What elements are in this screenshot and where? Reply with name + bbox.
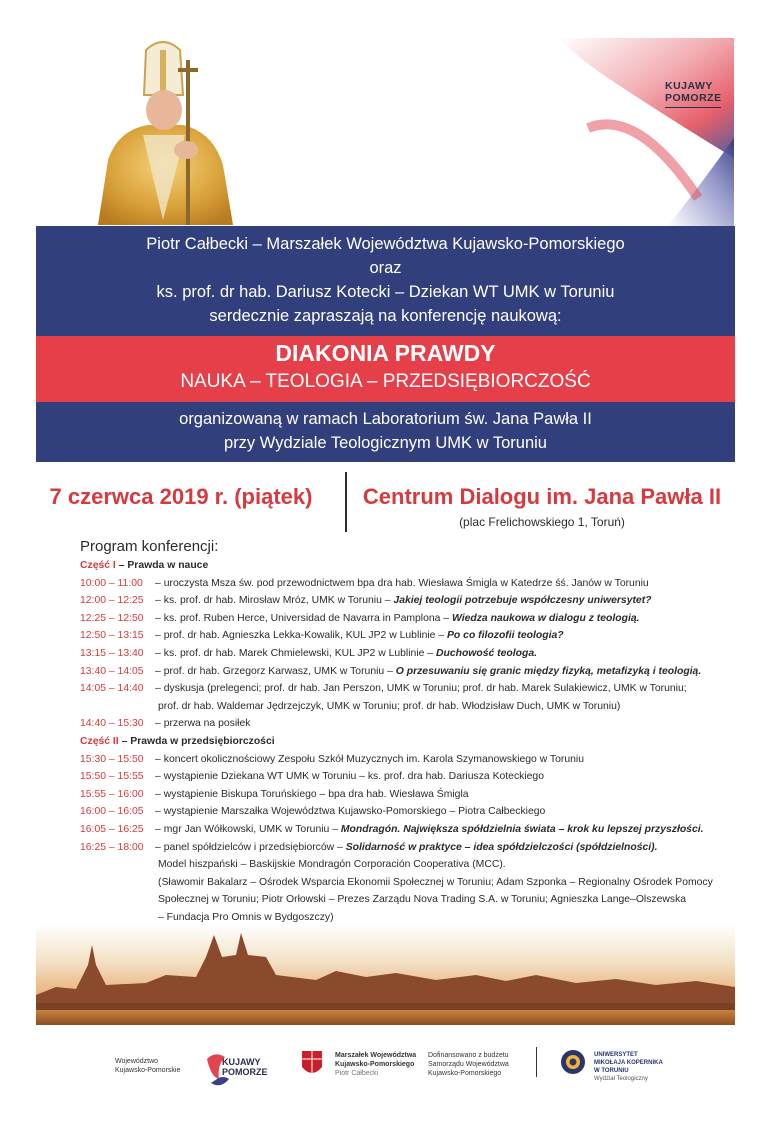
row-talk-title: Po co filozofii teologia? [447,630,564,642]
invitation-line1: Piotr Całbecki – Marszałek Województwa Kujawsko-Pomorskiego [146,235,625,253]
row-text: prof. dr hab. Grzegorz Karwasz, UMK w Toruniu – [163,665,393,677]
program-row-continuation: prof. dr hab. Waldemar Jędrzejczyk, UMK w Toruniu; prof. dr hab. Włodzisław Duch, UMK w Toruniu) [158,700,621,712]
venue-address: (plac Frelichowskiego 1, Toruń) [459,515,625,529]
torun-skyline-photo [36,925,735,1025]
row-text: wystąpienie Dziekana WT UMK w Toruniu – ks. prof. dra hab. Dariusza Koteckiego [163,771,544,783]
program-row: 13:40 – 14:05 – prof. dr hab. Grzegorz Karwasz, UMK w Toruniu – O przesuwaniu się granic między fizyką, metafizyką i teologią. [80,663,720,681]
program-row: 12:00 – 12:25 – ks. prof. dr hab. Mirosław Mróz, UMK w Toruniu – Jakiej teologii potrzebuje współczesny uniwersytet? [80,592,720,610]
panel-model-prefix: Model hiszpański – [158,859,247,871]
panel-participants-2: Społecznej w Toruniu; Piotr Orłowski – Prezes Zarządu Nova Trading S.A. w Toruniu; Agnieszka Lange–Olszewska [158,894,687,906]
panel-participants-1: (Sławomir Bakalarz – Ośrodek Wsparcia Ekonomii Społecznej w Toruniu; Adam Szponka – Regionalny Ośrodek Pomocy [158,876,713,888]
row-time: 12:50 – 13:15 [80,630,144,642]
row-text: uroczysta Msza św. pod przewodnictwem bpa dra hab. Wiesława Śmigla w Katedrze śś. Janów w Toruniu [163,577,649,589]
panel-participants-3: – Fundacja Pro Omnis w Bydgoszczy) [158,911,334,923]
umk-logo-icon [560,1049,586,1075]
row-text: dyskusja (prelegenci; prof. dr hab. Jan Perszon, UMK w Toruniu; prof. dr hab. Marek Sulakiewicz, UMK w Toruniu; [163,683,687,695]
row-time: 10:00 – 11:00 [80,577,143,589]
row-time: 15:55 – 16:00 [80,788,144,800]
program-row: 13:15 – 13:40 – ks. prof. dr hab. Marek Chmielewski, KUL JP2 w Lublinie – Duchowość teologa. [80,645,720,663]
row-text: ks. prof. dr hab. Mirosław Mróz, UMK w Toruniu – [163,595,391,607]
row-talk-title: O przesuwaniu się granic między fizyką, metafizyką i teologią. [395,665,702,677]
footer-logo-line: KUJAWY [222,1057,261,1067]
conference-subtitle: NAUKA – TEOLOGIA – PRZEDSIĘBIORCZOŚĆ [180,371,591,392]
row-talk-title: Solidarność w praktyce – idea spółdzielczości (spółdzielności). [345,841,658,853]
program-row: 15:55 – 16:00 – wystąpienie Biskupa Toruńskiego – bpa dra hab. Wiesława Śmigla [80,786,720,804]
pope-photo [88,40,238,225]
panel-model-title: Baskijskie Mondragón Corporación Cooperativa (MCC). [249,859,506,871]
part2-title: Prawda w przedsiębiorczości [130,735,275,747]
row-text: mgr Jan Wółkowski, UMK w Toruniu – [163,823,338,835]
program-list [80,557,720,926]
row-time: 14:05 – 14:40 [80,683,144,695]
logo-line1: KUJAWY [665,80,713,92]
row-talk-title: Jakiej teologii potrzebuje współczesny uniwersytet? [393,595,652,607]
footer-wojewodztwo [115,1057,180,1075]
row-text: wystąpienie Biskupa Toruńskiego – bpa dra hab. Wiesława Śmigla [163,788,469,800]
program-row: 14:05 – 14:40 – dyskusja (prelegenci; prof. dr hab. Jan Perszon, UMK w Toruniu; prof. dr hab. Marek Sulakiewicz, UMK w Toruniu; [80,680,720,698]
row-text: ks. prof. Ruben Herce, Universidad de Navarra in Pamplona – [163,612,450,624]
kujawy-pomorze-logo [665,80,735,108]
program-row: 15:50 – 15:55 – wystąpienie Dziekana WT UMK w Toruniu – ks. prof. dra hab. Dariusza Koteckiego [80,768,720,786]
kujawy-pomorze-footer-logo [222,1057,268,1077]
part2-label: Część II [80,735,119,747]
footer-divider [536,1047,537,1077]
event-venue: Centrum Dialogu im. Jana Pawła II [362,484,722,509]
program-row: 16:00 – 16:05 – wystąpienie Marszałka Województwa Kujawsko-Pomorskiego – Piotra Całbeckiego [80,803,720,821]
program-row: 14:40 – 15:30 – przerwa na posiłek [80,715,720,733]
row-talk-title: Mondragón. Największa spółdzielnia świata – krok ku lepszej przyszłości. [340,823,704,835]
invitation-line2: oraz [369,259,402,277]
organizer-line1: organizowaną w ramach Laboratorium św. Jana Pawła II [179,410,592,428]
part1-heading: Część I – Prawda w nauce [80,560,209,571]
footer-text: Samorządu Województwa [428,1061,509,1068]
brand-swirl-graphic [548,38,734,226]
footer-text: Piotr Całbecki [335,1070,379,1077]
invitation-banner [36,226,735,336]
row-text: ks. prof. dr hab. Marek Chmielewski, KUL JP2 w Lublinie – [163,647,434,659]
footer-text: Dofinansowano z budżetu [428,1052,509,1059]
footer-text: Marszałek Województwa [335,1052,417,1059]
row-text: panel spółdzielców i przedsiębiorców – [163,841,343,853]
row-time: 15:30 – 15:50 [80,753,144,765]
coat-of-arms-icon [300,1049,324,1079]
organizer-line2: przy Wydziale Teologicznym UMK w Toruniu [224,434,547,452]
row-time: 16:25 – 18:00 [80,841,144,853]
program-row: 16:25 – 18:00 – panel spółdzielców i przedsiębiorców – Solidarność w praktyce – idea spółdzielczości (spółdzielności). [80,839,720,857]
row-time: 15:50 – 15:55 [80,771,144,783]
conference-title: DIAKONIA PRAWDY [275,340,496,366]
organizer-banner [36,402,735,462]
part1-title: Prawda w nauce [127,560,209,571]
footer-logo-line: POMORZE [222,1067,268,1077]
footer-text: MIKOŁAJA KOPERNIKA [594,1060,663,1066]
row-time: 16:05 – 16:25 [80,823,144,835]
row-time: 14:40 – 15:30 [80,718,144,730]
row-text: koncert okolicznościowy Zespołu Szkół Muzycznych im. Karola Szymanowskiego w Toruniu [163,753,585,765]
footer-logos [0,1035,770,1105]
program-row: 16:05 – 16:25 – mgr Jan Wółkowski, UMK w Toruniu – Mondragón. Największa spółdzielnia świata – krok ku lepszej przyszłości. [80,821,720,839]
logo-underline [665,107,721,108]
footer-marszalek [335,1051,416,1078]
invitation-line4: serdecznie zapraszają na konferencję naukową: [209,307,562,325]
program-row: 12:25 – 12:50 – ks. prof. Ruben Herce, Universidad de Navarra in Pamplona – Wiedza naukowa w dialogu z teologią. [80,610,720,628]
row-time: 16:00 – 16:05 [80,806,144,818]
footer-text: UNIWERSYTET [594,1052,638,1058]
footer-umk [594,1051,663,1083]
program-title: Program konferencji: [80,538,219,555]
row-time: 12:00 – 12:25 [80,595,144,607]
panel-model [80,856,720,874]
footer-text: Kujawsko-Pomorskiego [428,1070,502,1077]
program-row: 12:50 – 13:15 – prof. dr hab. Agnieszka Lekka-Kowalik, KUL JP2 w Lublinie – Po co filozofii teologia? [80,627,720,645]
row-talk-title: Wiedza naukowa w dialogu z teologią. [451,612,640,624]
part1-label: Część I [80,560,116,571]
invitation-line3: ks. prof. dr hab. Dariusz Kotecki – Dziekan WT UMK w Toruniu [156,283,615,301]
program-row: 15:30 – 15:50 – koncert okolicznościowy Zespołu Szkół Muzycznych im. Karola Szymanowskiego w Toruniu [80,751,720,769]
date-venue-divider [345,472,347,532]
footer-text: Województwo [115,1058,159,1065]
footer-text: Kujawsko-Pomorskie [115,1067,181,1074]
event-date: 7 czerwca 2019 r. (piątek) [49,484,313,509]
footer-financing [428,1051,509,1078]
footer-text: W TORUNIU [594,1068,629,1074]
row-time: 13:40 – 14:05 [80,665,144,677]
row-text: wystąpienie Marszałka Województwa Kujawsko-Pomorskiego – Piotra Całbeckiego [163,806,546,818]
row-text: przerwa na posiłek [163,718,251,730]
footer-text: Wydział Teologiczny [594,1076,648,1082]
program-row: 10:00 – 11:00 – uroczysta Msza św. pod przewodnictwem bpa dra hab. Wiesława Śmigla w Katedrze śś. Janów w Toruniu [80,575,720,593]
row-time: 13:15 – 13:40 [80,647,144,659]
logo-line2: POMORZE [665,92,722,104]
part2-heading: Część II – Prawda w przedsiębiorczości [80,735,275,747]
footer-text: Kujawsko-Pomorskiego [335,1061,415,1068]
row-text: prof. dr hab. Agnieszka Lekka-Kowalik, KUL JP2 w Lublinie – [163,630,445,642]
row-time: 12:25 – 12:50 [80,612,144,624]
row-talk-title: Duchowość teologa. [435,647,538,659]
conference-title-banner [36,336,735,402]
